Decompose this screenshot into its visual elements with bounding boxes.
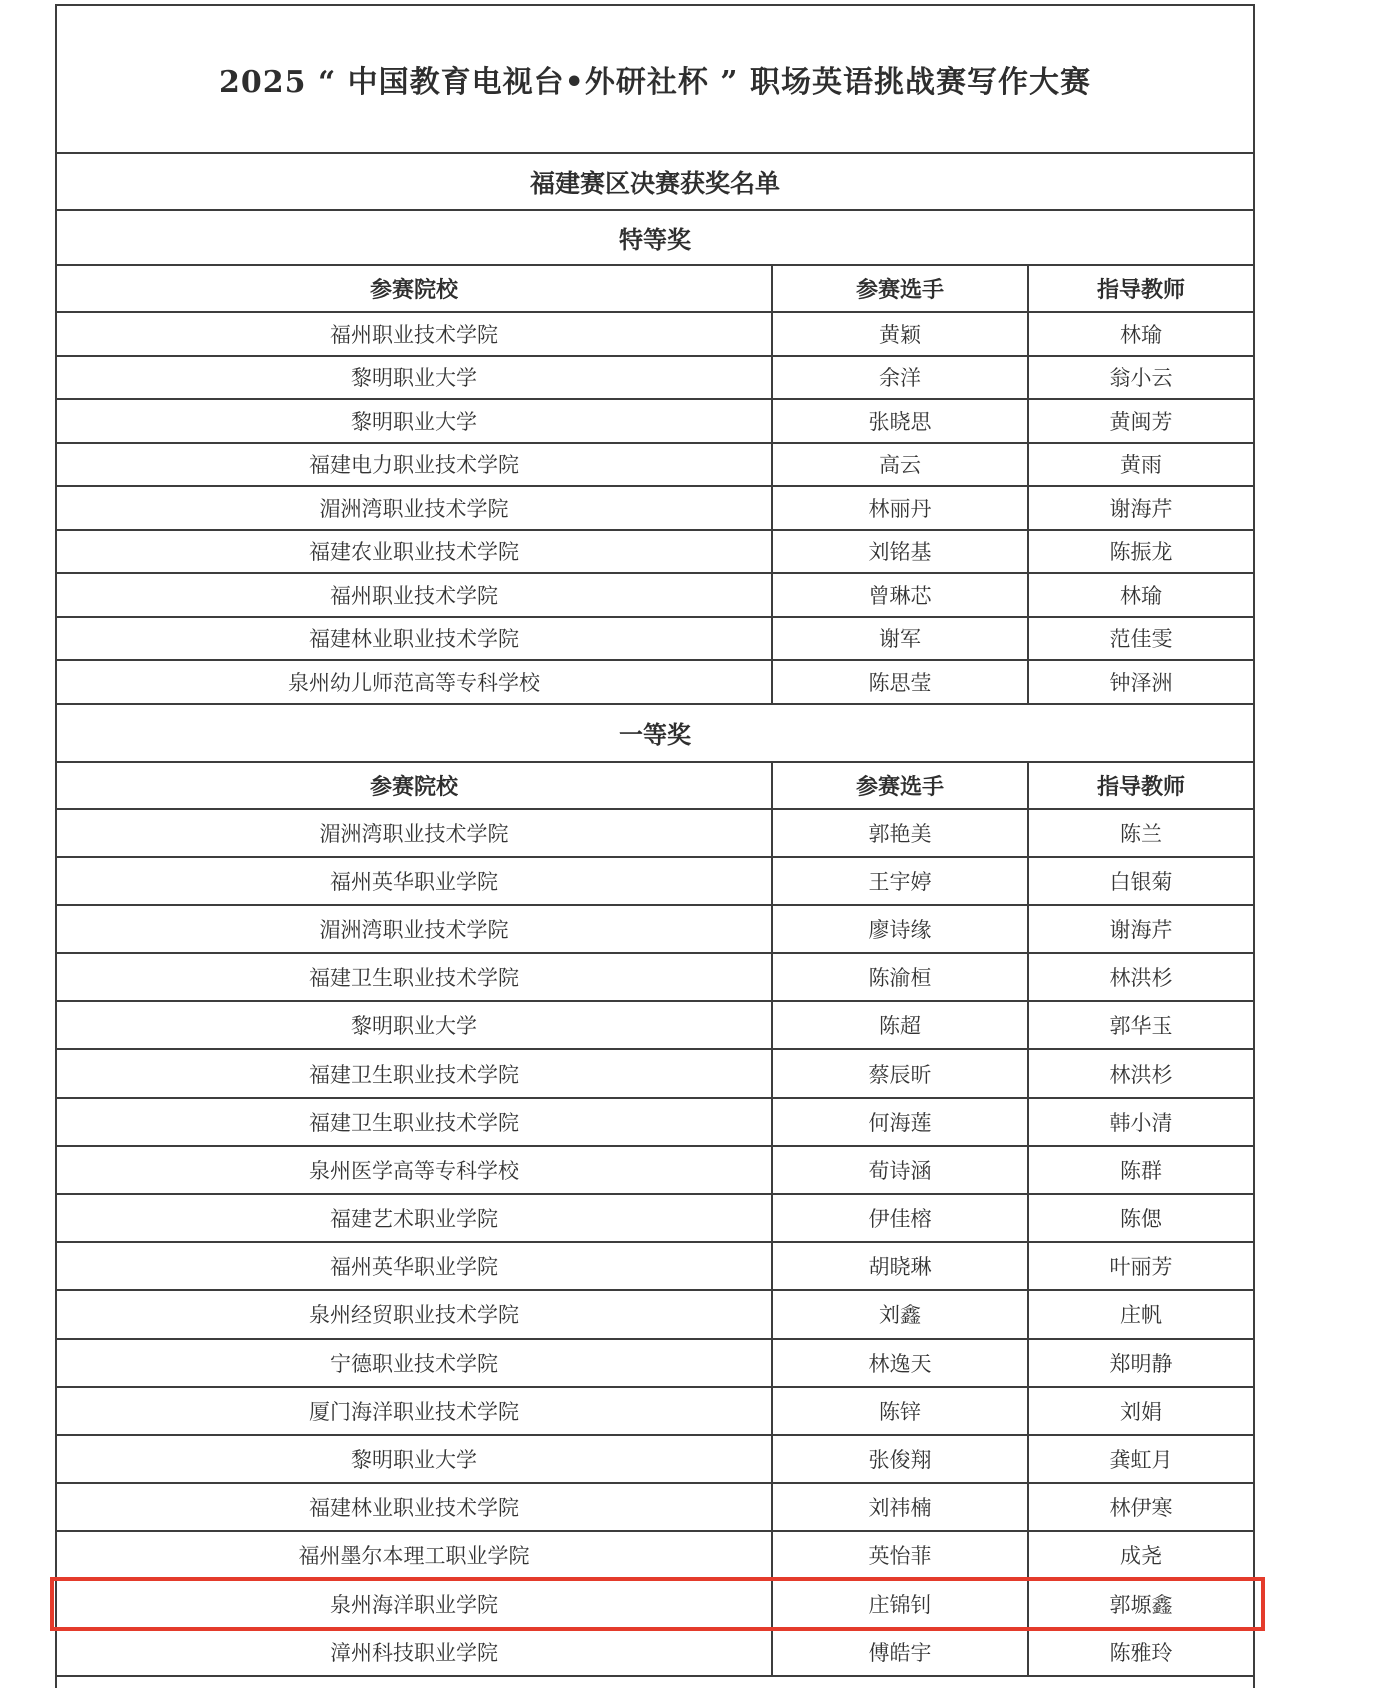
teacher-cell: 郭华玉 xyxy=(1109,1014,1173,1039)
contestant-cell: 黄颖 xyxy=(773,313,1029,355)
contestant-cell: 陈锌 xyxy=(773,1388,1029,1434)
special-prize-rows xyxy=(57,313,1253,705)
teacher-cell: 郑明静 xyxy=(1109,1351,1173,1376)
award-document-sheet xyxy=(55,4,1255,1688)
table-row xyxy=(57,1050,1253,1098)
column-header-school: 参赛院校 xyxy=(57,266,773,311)
teacher-cell: 林洪杉 xyxy=(1109,966,1173,991)
school-cell: 泉州医学高等专科学校 xyxy=(57,1147,773,1193)
column-header-contestant: 参赛选手 xyxy=(773,763,1029,808)
school-cell: 福建卫生职业技术学院 xyxy=(57,1050,773,1096)
teacher-cell: 林瑜 xyxy=(1120,322,1162,347)
school-cell: 福建林业职业技术学院 xyxy=(57,1484,773,1530)
school-cell: 泉州经贸职业技术学院 xyxy=(57,1291,773,1337)
contestant-cell: 余洋 xyxy=(773,357,1029,399)
section-label-block-special-prize xyxy=(57,211,1253,266)
contestant-cell: 林丽丹 xyxy=(773,487,1029,529)
school-cell: 黎明职业大学 xyxy=(57,357,773,399)
school-cell: 福州职业技术学院 xyxy=(57,313,773,355)
teacher-cell: 陈群 xyxy=(1120,1158,1162,1183)
contestant-cell: 陈思莹 xyxy=(773,661,1029,703)
school-cell: 漳州科技职业学院 xyxy=(57,1629,773,1675)
table-row xyxy=(57,906,1253,954)
table-row xyxy=(57,661,1253,705)
section-label-first-prize: 一等奖 xyxy=(619,721,691,749)
table-header-row xyxy=(57,266,1253,313)
table-row xyxy=(57,531,1253,575)
school-cell: 福州英华职业学院 xyxy=(57,858,773,904)
table-header-row xyxy=(57,763,1253,810)
school-cell: 厦门海洋职业技术学院 xyxy=(57,1388,773,1434)
table-row xyxy=(57,1484,1253,1532)
table-row xyxy=(57,400,1253,444)
table-row xyxy=(57,574,1253,618)
contestant-cell: 林逸天 xyxy=(773,1340,1029,1386)
first-prize-rows xyxy=(57,810,1253,1677)
contestant-cell: 张晓思 xyxy=(773,400,1029,442)
contestant-cell: 傅皓宇 xyxy=(773,1629,1029,1675)
contestant-cell: 曾琳芯 xyxy=(773,574,1029,616)
column-header-school: 参赛院校 xyxy=(57,763,773,808)
table-row xyxy=(57,1388,1253,1436)
contestant-cell: 何海莲 xyxy=(773,1099,1029,1145)
contestant-cell: 伊佳榕 xyxy=(773,1195,1029,1241)
school-cell: 福建电力职业技术学院 xyxy=(57,444,773,486)
table-row xyxy=(57,487,1253,531)
teacher-cell: 陈偲 xyxy=(1120,1207,1162,1232)
teacher-cell: 庄帆 xyxy=(1120,1303,1162,1328)
table-row xyxy=(57,618,1253,662)
school-cell: 福建农业职业技术学院 xyxy=(57,531,773,573)
school-cell: 泉州幼儿师范高等专科学校 xyxy=(57,661,773,703)
school-cell: 福建卫生职业技术学院 xyxy=(57,954,773,1000)
contestant-cell: 英怡菲 xyxy=(773,1532,1029,1578)
table-row xyxy=(57,1002,1253,1050)
teacher-cell: 黄闽芳 xyxy=(1109,409,1173,434)
teacher-cell: 黄雨 xyxy=(1120,453,1162,478)
section-label-block-first-prize xyxy=(57,705,1253,763)
school-cell: 黎明职业大学 xyxy=(57,400,773,442)
contestant-cell: 廖诗缘 xyxy=(773,906,1029,952)
table-row xyxy=(57,1291,1253,1339)
teacher-cell: 林洪杉 xyxy=(1109,1062,1173,1087)
teacher-cell: 钟泽洲 xyxy=(1109,670,1173,695)
contestant-cell: 刘祎楠 xyxy=(773,1484,1029,1530)
school-cell: 湄洲湾职业技术学院 xyxy=(57,906,773,952)
table-row xyxy=(57,1243,1253,1291)
column-header-contestant: 参赛选手 xyxy=(773,266,1029,311)
table-row xyxy=(57,1340,1253,1388)
table-row xyxy=(57,858,1253,906)
teacher-cell: 陈雅玲 xyxy=(1109,1640,1173,1665)
table-row xyxy=(57,1195,1253,1243)
school-cell: 黎明职业大学 xyxy=(57,1002,773,1048)
school-cell: 湄洲湾职业技术学院 xyxy=(57,810,773,856)
table-row xyxy=(57,1147,1253,1195)
school-cell: 宁德职业技术学院 xyxy=(57,1340,773,1386)
table-row xyxy=(57,1532,1253,1580)
teacher-cell: 范佳雯 xyxy=(1109,627,1173,652)
teacher-cell: 郭塬鑫 xyxy=(1109,1592,1173,1617)
table-row xyxy=(57,444,1253,488)
school-cell: 福州职业技术学院 xyxy=(57,574,773,616)
teacher-cell: 翁小云 xyxy=(1109,366,1173,391)
school-cell: 福州英华职业学院 xyxy=(57,1243,773,1289)
document-title: 2025 “ 中国教育电视台•外研社杯 ” 职场英语挑战赛写作大赛 xyxy=(219,65,1091,100)
school-cell: 福建艺术职业学院 xyxy=(57,1195,773,1241)
contestant-cell: 刘鑫 xyxy=(773,1291,1029,1337)
contestant-cell: 陈超 xyxy=(773,1002,1029,1048)
contestant-cell: 陈渝桓 xyxy=(773,954,1029,1000)
title-block xyxy=(57,6,1253,154)
teacher-cell: 白银菊 xyxy=(1109,869,1173,894)
school-cell: 黎明职业大学 xyxy=(57,1436,773,1482)
contestant-cell: 张俊翔 xyxy=(773,1436,1029,1482)
subtitle-block xyxy=(57,154,1253,211)
teacher-cell: 陈兰 xyxy=(1120,821,1162,846)
teacher-cell: 陈振龙 xyxy=(1109,540,1173,565)
teacher-cell: 谢海芹 xyxy=(1109,496,1173,521)
teacher-cell: 谢海芹 xyxy=(1109,917,1173,942)
table-row xyxy=(57,810,1253,858)
contestant-cell: 庄锦钊 xyxy=(773,1581,1029,1627)
teacher-cell: 林伊寒 xyxy=(1109,1496,1173,1521)
section-label-special-prize: 特等奖 xyxy=(619,226,691,254)
school-cell: 福建林业职业技术学院 xyxy=(57,618,773,660)
school-cell: 泉州海洋职业学院 xyxy=(57,1581,773,1627)
teacher-cell: 龚虹月 xyxy=(1109,1448,1173,1473)
contestant-cell: 胡晓琳 xyxy=(773,1243,1029,1289)
contestant-cell: 高云 xyxy=(773,444,1029,486)
column-header-teacher: 指导教师 xyxy=(1096,278,1185,303)
contestant-cell: 谢军 xyxy=(773,618,1029,660)
contestant-cell: 蔡辰昕 xyxy=(773,1050,1029,1096)
teacher-cell: 韩小清 xyxy=(1109,1110,1173,1135)
table-row xyxy=(57,357,1253,401)
document-subtitle: 福建赛区决赛获奖名单 xyxy=(529,168,780,198)
school-cell: 湄洲湾职业技术学院 xyxy=(57,487,773,529)
column-header-teacher: 指导教师 xyxy=(1096,774,1185,800)
contestant-cell: 王宇婷 xyxy=(773,858,1029,904)
teacher-cell: 刘娟 xyxy=(1120,1399,1162,1424)
teacher-cell: 林瑜 xyxy=(1120,583,1162,608)
table-row xyxy=(57,1436,1253,1484)
table-row xyxy=(57,313,1253,357)
table-row xyxy=(57,1099,1253,1147)
teacher-cell: 叶丽芳 xyxy=(1109,1255,1173,1280)
school-cell: 福建卫生职业技术学院 xyxy=(57,1099,773,1145)
contestant-cell: 郭艳美 xyxy=(773,810,1029,856)
teacher-cell: 成尧 xyxy=(1120,1544,1162,1569)
contestant-cell: 荀诗涵 xyxy=(773,1147,1029,1193)
contestant-cell: 刘铭基 xyxy=(773,531,1029,573)
table-row xyxy=(57,1581,1253,1629)
table-row xyxy=(57,954,1253,1002)
table-row xyxy=(57,1629,1253,1677)
school-cell: 福州墨尔本理工职业学院 xyxy=(57,1532,773,1578)
